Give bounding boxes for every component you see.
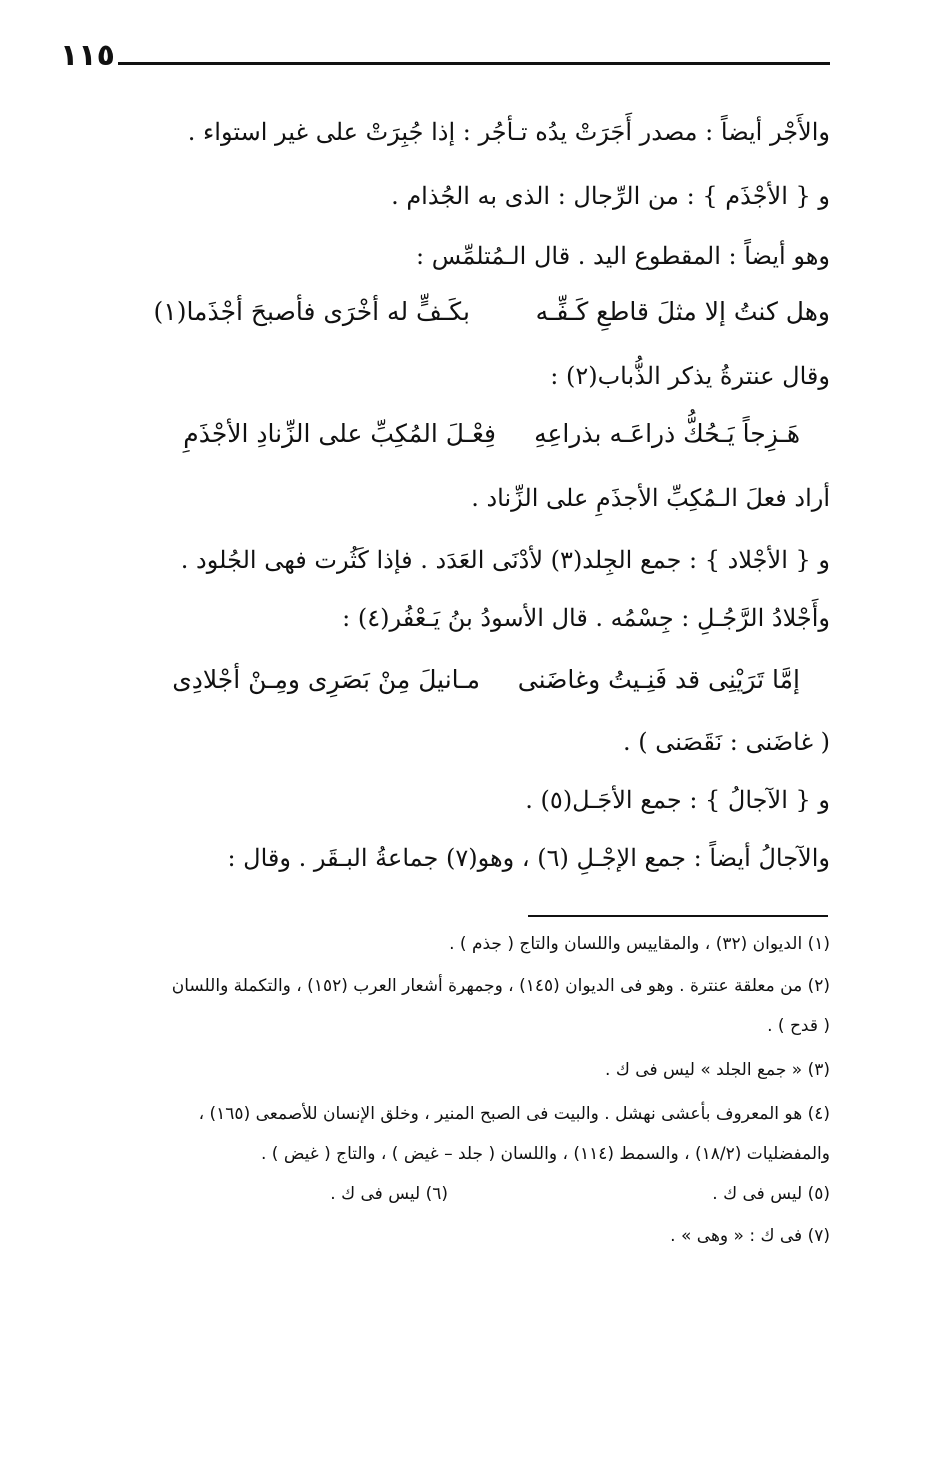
entry-ajlad: و { الأجْلاد } : جمع الجِلد(٣) لأدْنَى العَدَد . فإذا كَثُرت فهى الجُلود .: [180, 546, 830, 574]
page-header: [60, 38, 830, 78]
text-line-9: وأَجْلادُ الرَّجُـلِ : جِسْمُه . قال الأسودُ بنُ يَـعْفُر(٤) :: [342, 604, 830, 632]
footnote-4-line-2: والمفضليات (١٨/٢) ، والسمط (١١٤) ، واللسان ( جلد – غيض ) ، والتاج ( غيض ) .: [260, 1144, 830, 1164]
verse-2-second-hemistich: فِعْـلَ المُكِبِّ على الزِّنادِ الأجْذَمِ: [183, 419, 496, 448]
footnote-1: (١) الديوان (٣٢) ، والمقاييس واللسان والتاج ( جذم ) .: [449, 934, 830, 954]
footnote-5: (٥) ليس فى ك .: [712, 1184, 830, 1204]
footnote-3: (٣) « جمع الجلد » ليس فى ك .: [605, 1060, 830, 1080]
entry-ajal: و { الآجالُ } : جمع الأجَـل(٥) .: [525, 786, 830, 814]
text-line-3: وهو أيضاً : المقطوع اليد . قال الـمُتلمِّس :: [416, 242, 830, 270]
verse-1-second-hemistich: بكَـفٍّ له أخْرَى فأصبحَ أجْذَما(١): [153, 297, 470, 326]
footnote-2-line-2: ( قدح ) .: [767, 1016, 830, 1036]
footnote-separator: [528, 915, 828, 917]
page-number: ١١٥: [60, 38, 115, 73]
footnote-4-line-1: (٤) هو المعروف بأعشى نهشل . والبيت فى الصبح المنير ، وخلق الإنسان للأصمعى (١٦٥) ،: [198, 1104, 830, 1124]
text-line-7: أراد فعلَ الـمُكِبِّ الأجذَمِ على الزِّناد .: [471, 484, 830, 512]
text-line-11: ( غاضَنى : نَقَصَنى ) .: [623, 728, 830, 756]
text-line-1: والأَجْر أيضاً : مصدر أَجَرَتْ يدُه تـأجُر : إذا جُبِرَتْ على غير استواء .: [187, 118, 830, 146]
verse-1-first-hemistich: وهل كنتُ إلا مثلَ قاطعِ كَـفِّـه: [535, 297, 830, 326]
footnote-7: (٧) فى ك : « وهى » .: [670, 1226, 830, 1246]
entry-ajdham: و { الأجْذَم } : من الرِّجال : الذى به الجُذام .: [391, 182, 830, 210]
verse-2-first-hemistich: هَـزِجاً يَـحُكُّ ذراعَـه بذراعِهِ: [534, 419, 800, 448]
text-line-5: وقال عنترةُ يذكر الذُّباب(٢) :: [550, 362, 830, 390]
footnote-2-line-1: (٢) من معلقة عنترة . وهو فى الديوان (١٤٥) ، وجمهرة أشعار العرب (١٥٢) ، والتكملة واللسان: [171, 976, 830, 996]
verse-3-second-hemistich: مـانيلَ مِنْ بَصَرِى ومِـنْ أجْلادِى: [172, 665, 480, 694]
verse-3-first-hemistich: إمَّا تَرَيْنِى قد فَنِـيتُ وغاضَنى: [517, 665, 800, 694]
header-rule: [118, 62, 830, 65]
text-line-13: والآجالُ أيضاً : جمع الإجْـلِ (٦) ، وهو(٧) جماعةُ البـقَر . وقال :: [227, 844, 830, 872]
footnote-6: (٦) ليس فى ك .: [330, 1184, 448, 1204]
